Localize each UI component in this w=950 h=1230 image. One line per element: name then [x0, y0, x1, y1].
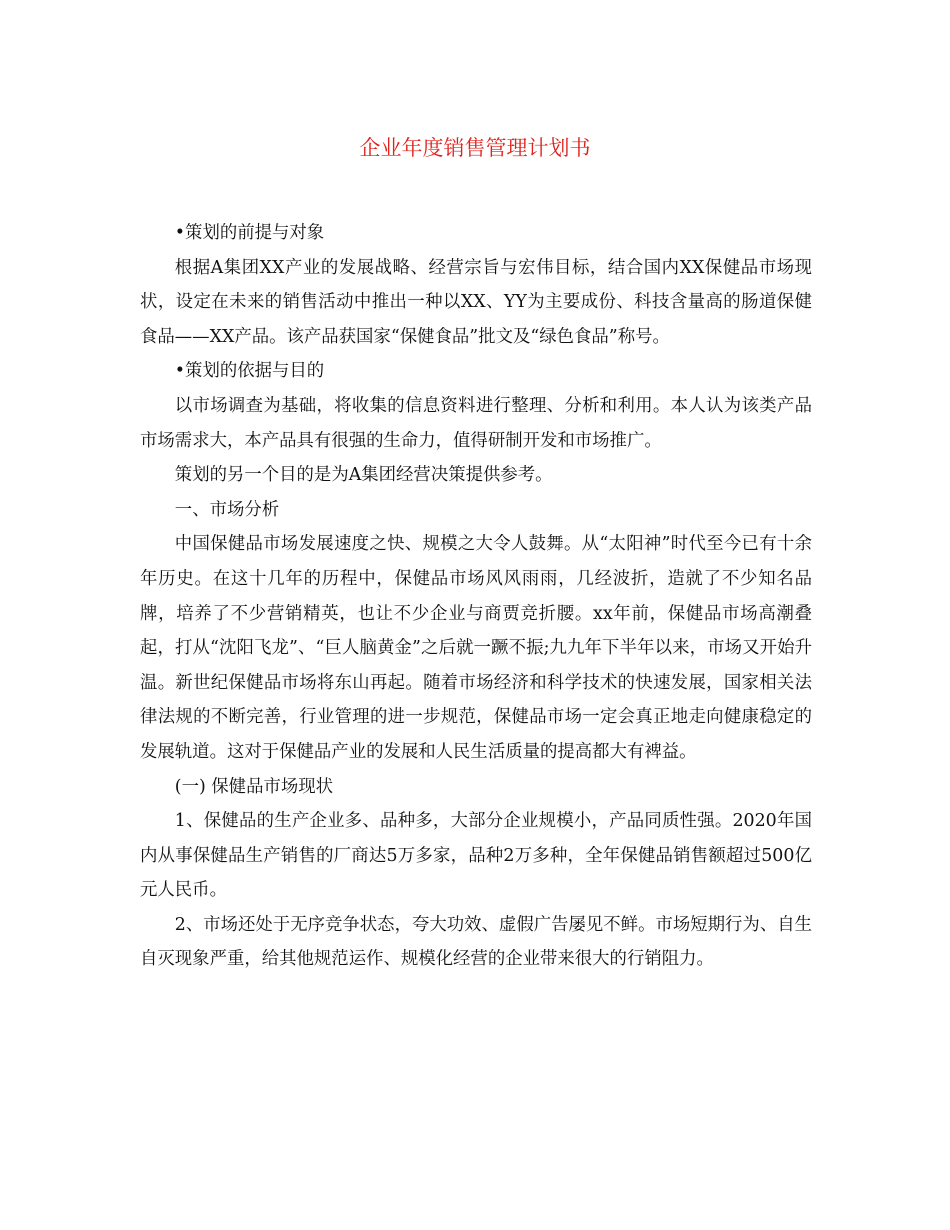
- list-item: 2、市场还处于无序竞争状态，夸大功效、虚假广告屡见不鲜。市场短期行为、自生自灭现象严重，给其他规范运作、规模化经营的企业带来很大的行销阻力。: [140, 914, 812, 970]
- body-paragraph: 中国保健品市场发展速度之快、规模之大令人鼓舞。从“太阳神”时代至今已有十余年历史。在这十几年的历程中，保健品市场风风雨雨，几经波折，造就了不少知名品牌，培养了不少营销精英，也让不少企业与商贾竞折腰。xx年前，保健品市场高潮叠起，打从“沈阳飞龙”、“巨人脑黄金”之后就一蹶不振;九九年下半年以来，市场又开始升温。新世纪保健品市场将东山再起。随着市场经济和科学技术的快速发展，国家相关法律法规的不断完善，行业管理的进一步规范，保健品市场一定会真正地走向健康稳定的发展轨道。这对于保健品产业的发展和人民生活质量的提高都大有裨益。: [140, 534, 812, 762]
- bullet-heading-premise: •策划的前提与对象: [174, 223, 325, 243]
- body-paragraph: 根据A集团XX产业的发展战略、经营宗旨与宏伟目标，结合国内XX保健品市场现状，设定在未来的销售活动中推出一种以XX、YY为主要成份、科技含量高的肠道保健食品——XX产品。该产品获国家“保健食品”批文及“绿色食品”称号。: [140, 257, 812, 347]
- body-paragraph: 以市场调查为基础，将收集的信息资料进行整理、分析和利用。本人认为该类产品市场需求大，本产品具有很强的生命力，值得研制开发和市场推广。: [140, 395, 812, 451]
- body-paragraph: 策划的另一个目的是为A集团经营决策提供参考。: [174, 465, 553, 486]
- bullet-heading-basis: •策划的依据与目的: [174, 361, 325, 382]
- document-body: [140, 216, 812, 977]
- subsection-heading-market-status: (一) 保健品市场现状: [174, 776, 334, 797]
- section-heading-market-analysis: 一、市场分析: [174, 499, 280, 520]
- document-title: 企业年度销售管理计划书: [359, 136, 591, 160]
- list-item: 1、保健品的生产企业多、品种多，大部分企业规模小，产品同质性强。2020年国内从事保健品生产销售的厂商达5万多家，品种2万多种，全年保健品销售额超过500亿元人民币。: [140, 811, 812, 901]
